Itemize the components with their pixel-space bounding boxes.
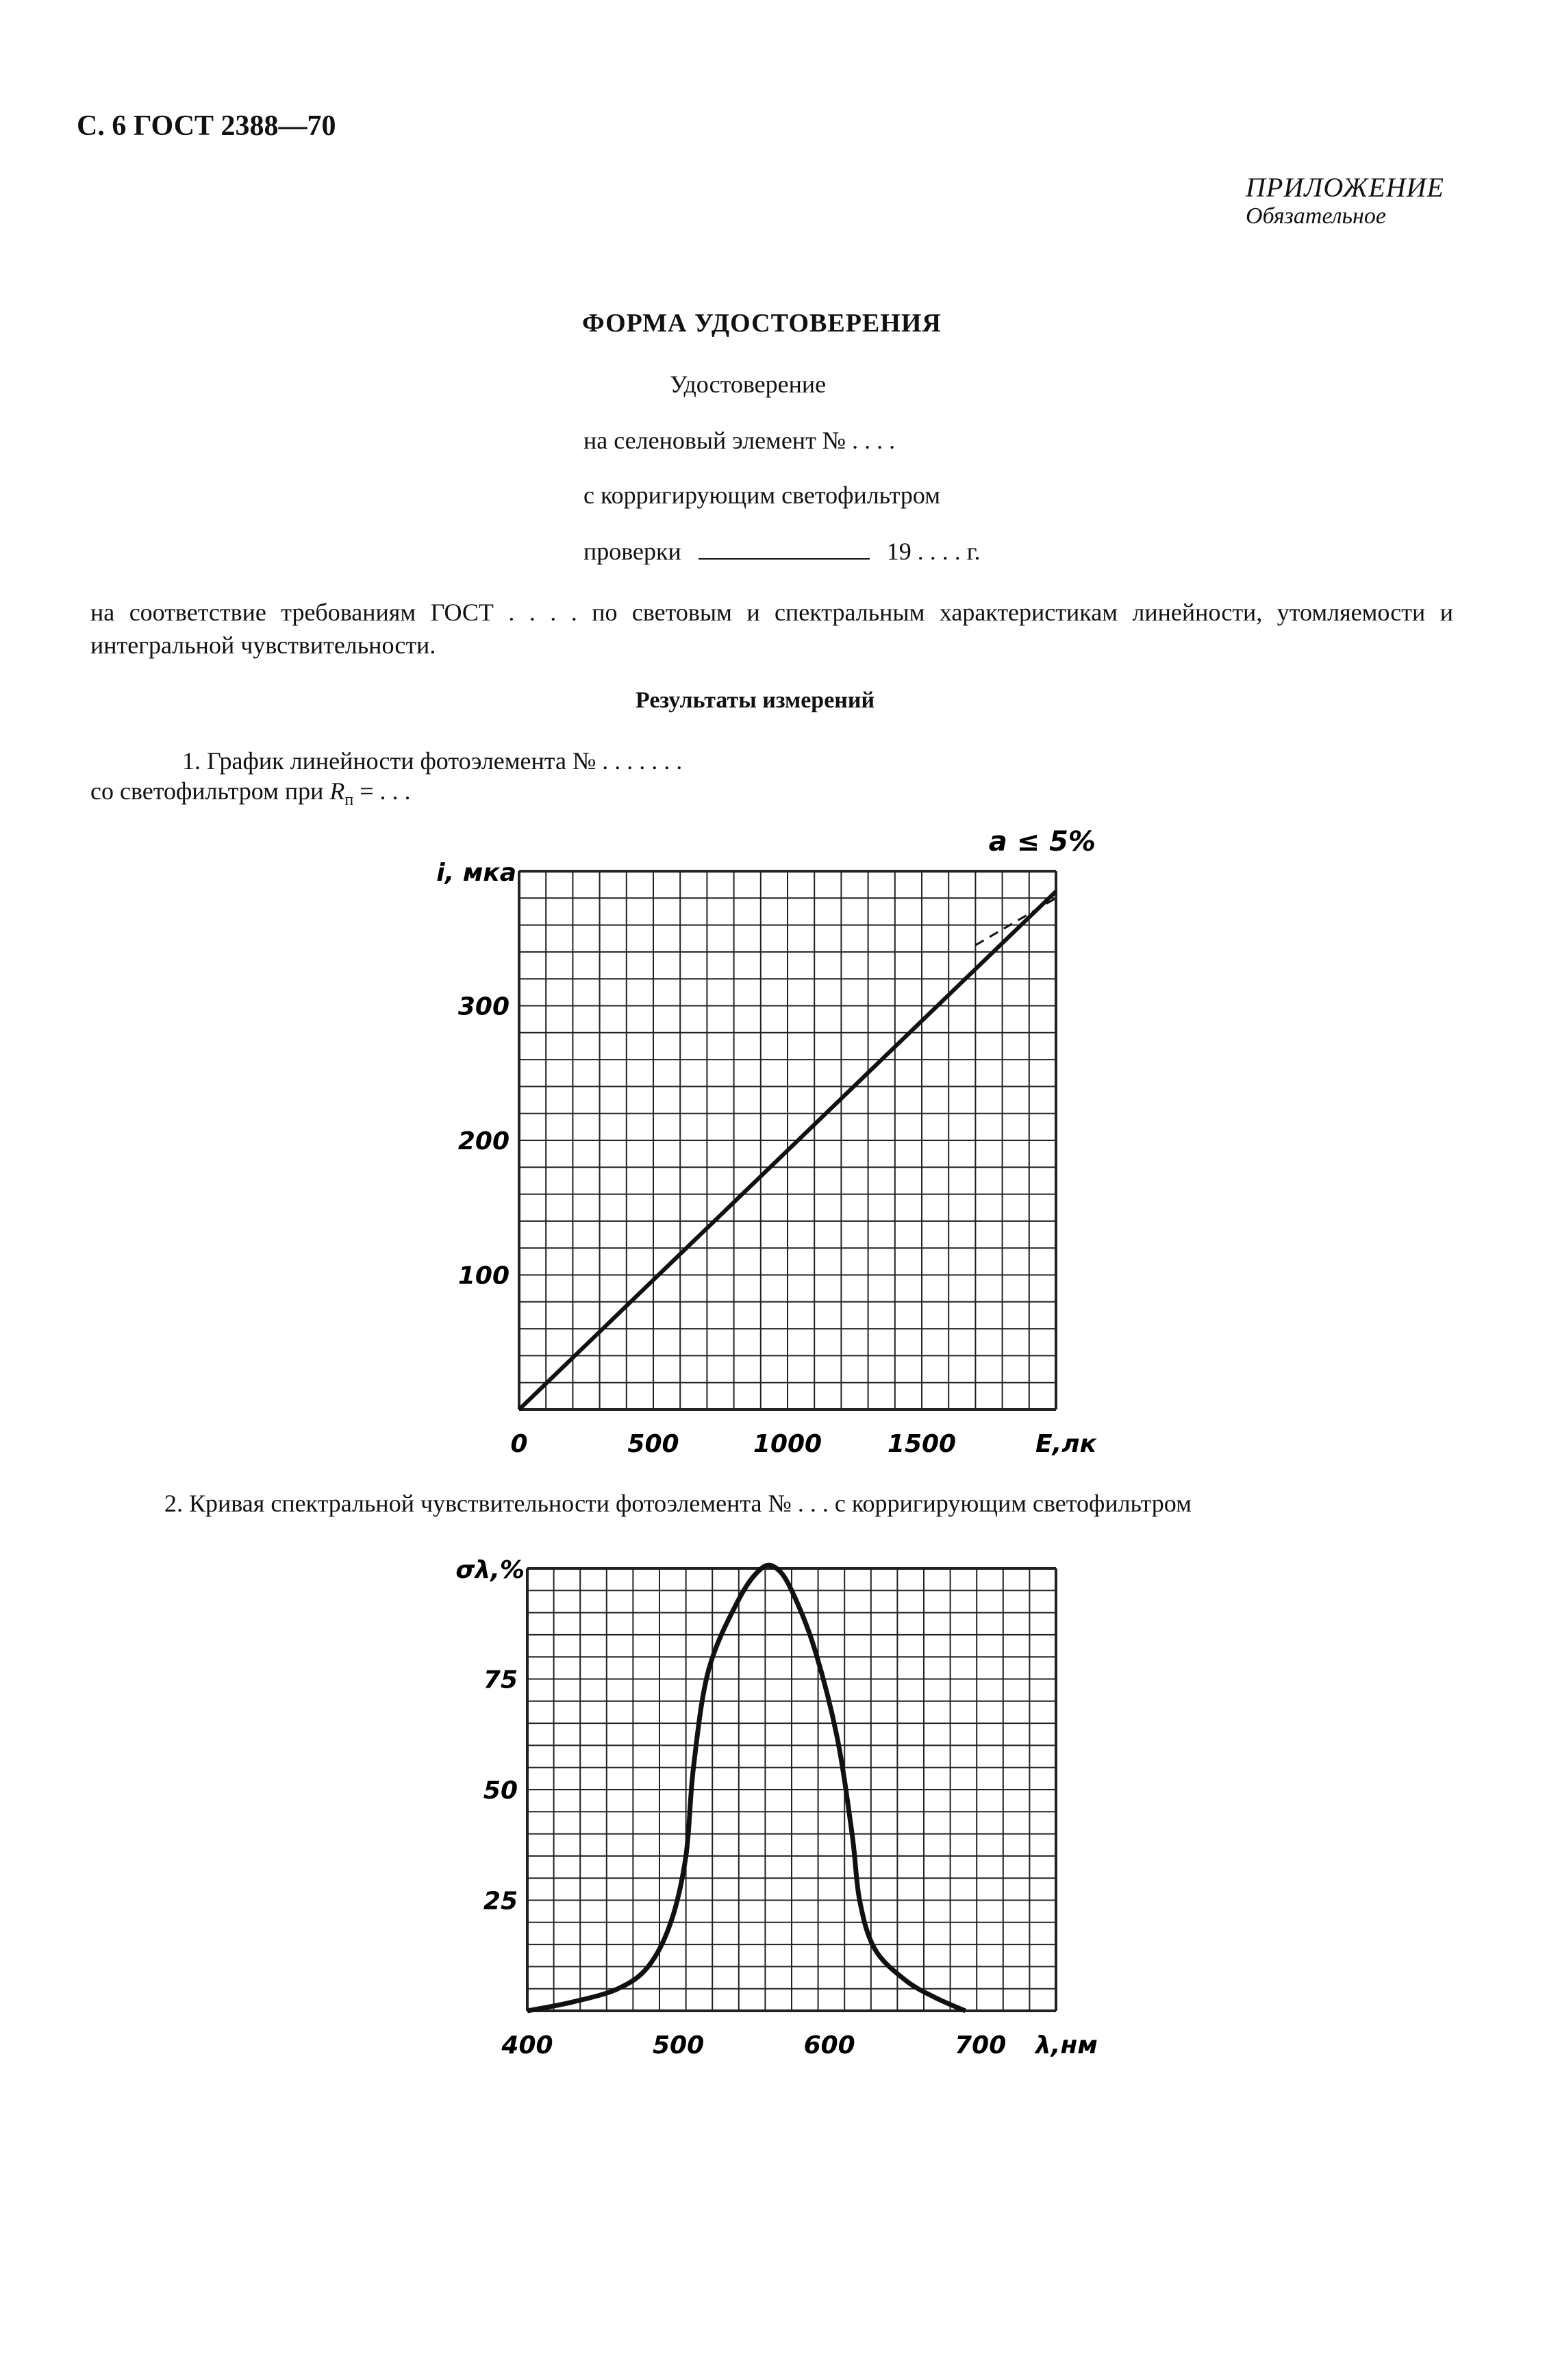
y-tick-label: 300: [457, 992, 510, 1021]
item1-symbol: R: [329, 777, 345, 805]
x-tick-label: 1500: [887, 1430, 957, 1458]
linearity-x-label: E,лк: [1035, 1430, 1097, 1458]
y-tick-label: 50: [483, 1777, 518, 1805]
conformity-paragraph: на соответствие требованиям ГОСТ . . . . по световым и спектральным характеристикам линейности, утомляемости и интегральной чувствительности.: [90, 599, 1453, 659]
x-tick-label: 700: [955, 2031, 1007, 2059]
linearity-grid: [519, 871, 1056, 1410]
linearity-chart: [0, 808, 1547, 1479]
y-tick-label: 25: [483, 1887, 518, 1916]
spectral-grid: [527, 1568, 1056, 2011]
check-year: 19 . . . . г.: [886, 538, 981, 565]
check-label: проверки: [583, 538, 681, 565]
spectral-y-label: σλ,%: [455, 1556, 525, 1584]
x-tick-label: 500: [627, 1430, 679, 1458]
item1-line2: [90, 777, 411, 810]
y-tick-label: 200: [457, 1127, 510, 1155]
item2-text: 2. Кривая спектральной чувствительности фотоэлемента № . . . с корригирующим светофильтром: [164, 1490, 1192, 1517]
y-tick-label: 100: [457, 1262, 510, 1290]
appendix-subtitle: Обязательное: [1246, 203, 1386, 229]
appendix-title: ПРИЛОЖЕНИЕ: [1246, 172, 1444, 203]
spectral-x-label: λ,нм: [1035, 2031, 1098, 2059]
linearity-annotation: a ≤ 5%: [988, 826, 1096, 857]
results-title: Результаты измерений: [636, 688, 875, 713]
x-tick-label: 600: [803, 2031, 855, 2059]
page-header: С. 6 ГОСТ 2388—70: [77, 110, 336, 142]
cert-line-2: на селеновый элемент № . . . .: [583, 427, 896, 454]
item1-suffix: = . . .: [353, 777, 411, 805]
spectral-tick-labels: [483, 1666, 1006, 2060]
x-tick-label: 500: [652, 2031, 705, 2059]
linearity-y-label: i, мка: [436, 859, 516, 887]
cert-line-1: Удостоверение: [670, 371, 827, 398]
appendix-block: [1246, 171, 1444, 229]
spectral-chart: [0, 1541, 1547, 2109]
x-tick-label: 400: [501, 2031, 553, 2059]
x-tick-label: 1000: [753, 1430, 822, 1458]
form-title: ФОРМА УДОСТОВЕРЕНИЯ: [582, 309, 942, 338]
x-tick-label: 0: [510, 1430, 528, 1458]
item1-sub: п: [344, 791, 354, 810]
date-blank: [699, 538, 870, 560]
item1-line1: 1. График линейности фотоэлемента № . . . . . . .: [182, 747, 683, 775]
cert-line-3: с корригирующим светофильтром: [583, 481, 940, 509]
cert-line-4: [583, 537, 981, 566]
y-tick-label: 75: [483, 1666, 518, 1694]
item1-prefix: со светофильтром при: [90, 777, 330, 805]
